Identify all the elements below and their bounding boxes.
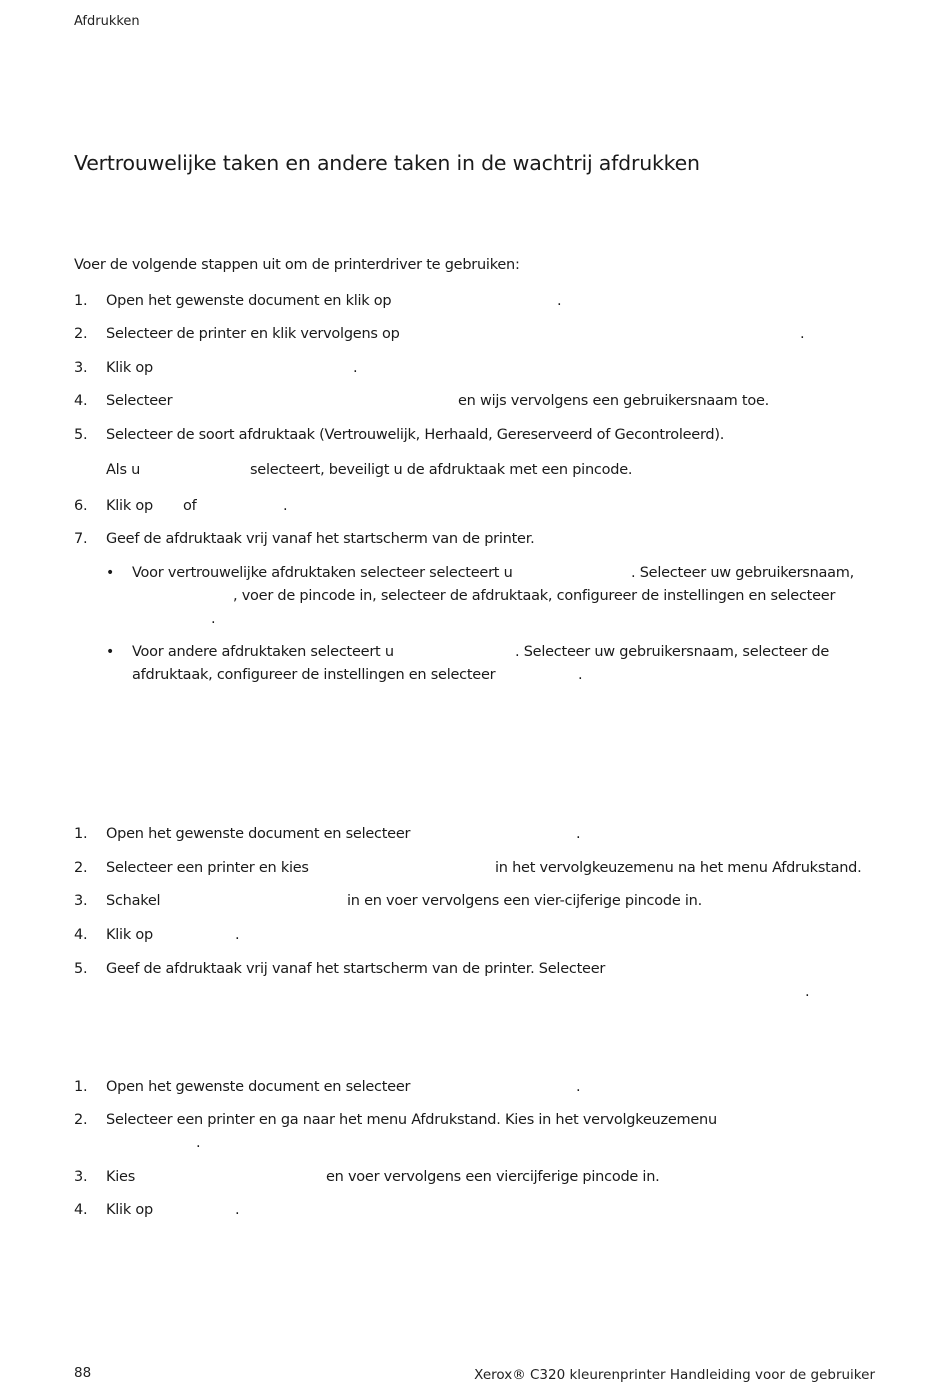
bullet-text: Voor andere afdruktaken selecteert u bbox=[132, 644, 394, 660]
step bbox=[0, 427, 950, 447]
step-text: Klik op bbox=[106, 360, 153, 376]
step-number: 4. bbox=[74, 1202, 88, 1218]
bullet-item bbox=[0, 644, 950, 689]
bullet-text: . bbox=[578, 667, 583, 683]
step-number: 3. bbox=[74, 1169, 88, 1185]
step-text: . bbox=[557, 293, 562, 309]
bullet-text: . Selecteer uw gebruikersnaam, selecteer de bbox=[515, 644, 830, 660]
step bbox=[0, 1112, 950, 1157]
step-text: Selecteer een printer en ga naar het menu Afdrukstand. Kies in het vervolgkeuzemenu bbox=[106, 1112, 717, 1128]
bullet-text: , voer de pincode in, selecteer de afdruktaak, configureer de instellingen en selecteer bbox=[233, 588, 836, 604]
section-title: Vertrouwelijke taken en andere taken in de wachtrij afdrukken bbox=[74, 151, 700, 175]
step-text: Selecteer de printer en klik vervolgens op bbox=[106, 326, 400, 342]
step bbox=[0, 360, 950, 380]
step-text: Als u bbox=[106, 462, 141, 478]
step-text: in het vervolgkeuzemenu na het menu Afdrukstand. bbox=[495, 860, 862, 876]
step-text: . bbox=[800, 326, 805, 342]
step-text: . bbox=[235, 1202, 240, 1218]
bullet-item bbox=[0, 565, 950, 625]
intro-text: Voer de volgende stappen uit om de printerdriver te gebruiken: bbox=[74, 257, 520, 273]
step bbox=[0, 531, 950, 551]
step-text: Kies bbox=[106, 1169, 136, 1185]
step bbox=[0, 893, 950, 913]
step bbox=[0, 293, 950, 313]
step-text: . bbox=[196, 1135, 201, 1151]
step-text: . bbox=[805, 984, 810, 1000]
step bbox=[0, 860, 950, 880]
step-text: Open het gewenste document en selecteer bbox=[106, 826, 411, 842]
step-number: 3. bbox=[74, 893, 88, 909]
bullet-icon: • bbox=[106, 644, 115, 660]
step-number: 1. bbox=[74, 293, 88, 309]
step-text: . bbox=[235, 927, 240, 943]
step bbox=[0, 1202, 950, 1222]
step-text: Geef de afdruktaak vrij vanaf het startscherm van de printer. bbox=[106, 531, 535, 547]
step bbox=[0, 826, 950, 846]
step bbox=[0, 927, 950, 947]
step-number: 2. bbox=[74, 860, 88, 876]
step-text: in en voer vervolgens een vier-cijferige pincode in. bbox=[347, 893, 702, 909]
step bbox=[0, 326, 950, 346]
step-number: 5. bbox=[74, 427, 88, 443]
step-number: 1. bbox=[74, 826, 88, 842]
step-text: Selecteer de soort afdruktaak (Vertrouwelijk, Herhaald, Gereserveerd of Gecontroleerd). bbox=[106, 427, 725, 443]
step-text: Geef de afdruktaak vrij vanaf het startscherm van de printer. Selecteer bbox=[106, 961, 606, 977]
step-text: Klik op bbox=[106, 927, 153, 943]
bullet-text: Voor vertrouwelijke afdruktaken selecteer selecteert u bbox=[132, 565, 513, 581]
step-text: en wijs vervolgens een gebruikersnaam toe. bbox=[458, 393, 769, 409]
step-text: . bbox=[576, 1079, 581, 1095]
step-number: 2. bbox=[74, 326, 88, 342]
step-note bbox=[0, 462, 950, 482]
step-number: 1. bbox=[74, 1079, 88, 1095]
step-text: Open het gewenste document en selecteer bbox=[106, 1079, 411, 1095]
step-number: 2. bbox=[74, 1112, 88, 1128]
bullet-icon: • bbox=[106, 565, 115, 581]
step bbox=[0, 393, 950, 413]
step-text: Selecteer bbox=[106, 393, 173, 409]
bullet-text: . Selecteer uw gebruikersnaam, bbox=[631, 565, 855, 581]
step-number: 4. bbox=[74, 927, 88, 943]
step-text: en voer vervolgens een viercijferige pincode in. bbox=[326, 1169, 660, 1185]
step-text: Klik op bbox=[106, 1202, 153, 1218]
step-text: Klik op bbox=[106, 498, 153, 514]
step-text: Schakel bbox=[106, 893, 161, 909]
footer-product-title: Xerox® C320 kleurenprinter Handleiding voor de gebruiker bbox=[474, 1367, 875, 1383]
step-number: 5. bbox=[74, 961, 88, 977]
page-number: 88 bbox=[74, 1365, 92, 1381]
step-text: of bbox=[183, 498, 197, 514]
step-text: selecteert, beveiligt u de afdruktaak met een pincode. bbox=[250, 462, 633, 478]
step-text: Open het gewenste document en klik op bbox=[106, 293, 392, 309]
step-number: 4. bbox=[74, 393, 88, 409]
bullet-text: afdruktaak, configureer de instellingen en selecteer bbox=[132, 667, 496, 683]
step-text: . bbox=[353, 360, 358, 376]
bullet-text: . bbox=[211, 611, 216, 627]
running-header: Afdrukken bbox=[74, 14, 140, 29]
step-text: . bbox=[576, 826, 581, 842]
step-text: . bbox=[283, 498, 288, 514]
step-number: 3. bbox=[74, 360, 88, 376]
step-text: Selecteer een printer en kies bbox=[106, 860, 309, 876]
step-number: 6. bbox=[74, 498, 88, 514]
step bbox=[0, 1169, 950, 1189]
step bbox=[0, 1079, 950, 1099]
step bbox=[0, 961, 950, 1006]
step bbox=[0, 498, 950, 518]
step-number: 7. bbox=[74, 531, 88, 547]
